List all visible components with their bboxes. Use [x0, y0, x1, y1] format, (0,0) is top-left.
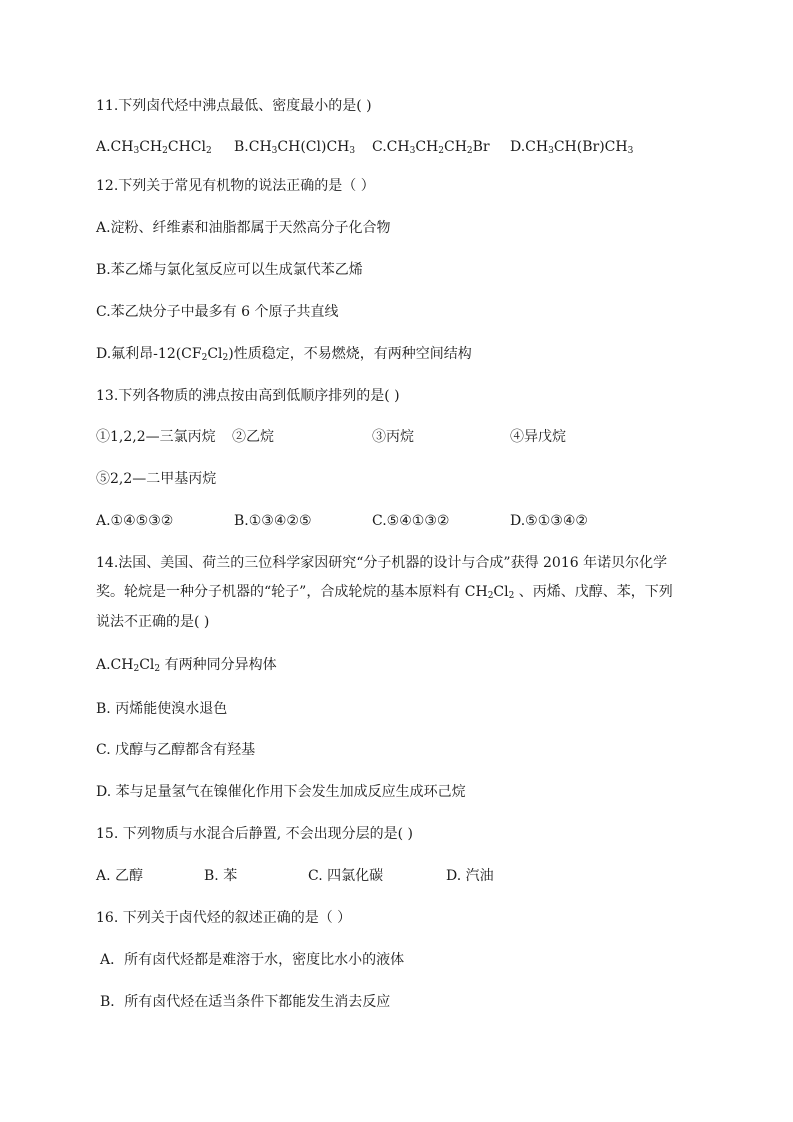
q14-stem-line-1: 14.法国、美国、荷兰的三位科学家因研究“分子机器的设计与合成”获得 2016 年诺贝尔化学 — [96, 555, 668, 571]
q13-options — [96, 511, 716, 531]
q15-option-d: D. 汽油 — [446, 868, 494, 884]
q13-option-a: A.①④⑤③② — [96, 513, 174, 529]
q13-option-d: D.⑤①③④② — [510, 513, 588, 529]
q14-stem-line-2: 奖。轮烷是一种分子机器的“轮子”，合成轮烷的基本原料有 $CH_2Cl_2$ 、丙烯、戊醇、苯，下列 — [96, 584, 673, 601]
q13-items — [96, 427, 716, 447]
q15-option-c: C. 四氯化碳 — [308, 868, 384, 884]
q13-item-1: ①1,2,2—三氯丙烷 — [96, 429, 216, 445]
q11-options — [96, 137, 716, 157]
q12-stem: 12.下列关于常见有机物的说法正确的是（ ） — [96, 178, 375, 194]
q16-stem: 16. 下列关于卤代烃的叙述正确的是（ ） — [96, 910, 352, 926]
q15-option-a: A. 乙醇 — [96, 868, 144, 884]
q14-stem-line-3: 说法不正确的是( ) — [96, 614, 210, 630]
q14-option-b: B. 丙烯能使溴水退色 — [96, 701, 228, 717]
q16-option-b: B．所有卤代烃在适当条件下都能发生消去反应 — [100, 994, 391, 1010]
q13-item-2: ②乙烷 — [232, 429, 274, 445]
q14-option-a: $A.CH_2Cl_2$ 有两种同分异构体 — [96, 657, 277, 674]
q13-option-c: C.⑤④①③② — [372, 513, 450, 529]
q11-option-b: $B.CH_3CH(Cl)CH_3$ — [234, 139, 356, 156]
q15-options — [96, 866, 716, 886]
q13-item-4: ④异戊烷 — [510, 429, 566, 445]
q12-option-b: B.苯乙烯与氯化氢反应可以生成氯代苯乙烯 — [96, 262, 363, 278]
q13-stem: 13.下列各物质的沸点按由高到低顺序排列的是( ) — [96, 388, 400, 404]
q13-item-5: ⑤2,2—二甲基丙烷 — [96, 471, 217, 487]
q11-stem: 11.下列卤代烃中沸点最低、密度最小的是( ) — [96, 98, 372, 114]
q14-option-c: C. 戊醇与乙醇都含有羟基 — [96, 742, 256, 758]
q16-option-a: A．所有卤代烃都是难溶于水，密度比水小的液体 — [100, 952, 405, 968]
q14-option-d: D. 苯与足量氢气在镍催化作用下会发生加成反应生成环己烷 — [96, 784, 466, 800]
q15-option-b: B. 苯 — [204, 868, 238, 884]
q13-option-b: B.①③④②⑤ — [234, 513, 312, 529]
q12-option-a: A.淀粉、纤维素和油脂都属于天然高分子化合物 — [96, 220, 391, 236]
q11-option-c: $C.CH_3CH_2CH_2Br$ — [372, 139, 490, 156]
q12-option-d: D.氟利昂$-12(CF_2Cl_2)$性质稳定，不易燃烧，有两种空间结构 — [96, 346, 472, 363]
q11-option-d: $D.CH_3CH(Br)CH_3$ — [510, 139, 634, 156]
q15-stem: 15. 下列物质与水混合后静置, 不会出现分层的是( ) — [96, 826, 413, 842]
q11-option-a: $A.CH_3CH_2CHCl_2$ — [96, 139, 212, 156]
q12-option-c: C.苯乙炔分子中最多有 6 个原子共直线 — [96, 304, 339, 320]
q13-item-3: ③丙烷 — [372, 429, 414, 445]
